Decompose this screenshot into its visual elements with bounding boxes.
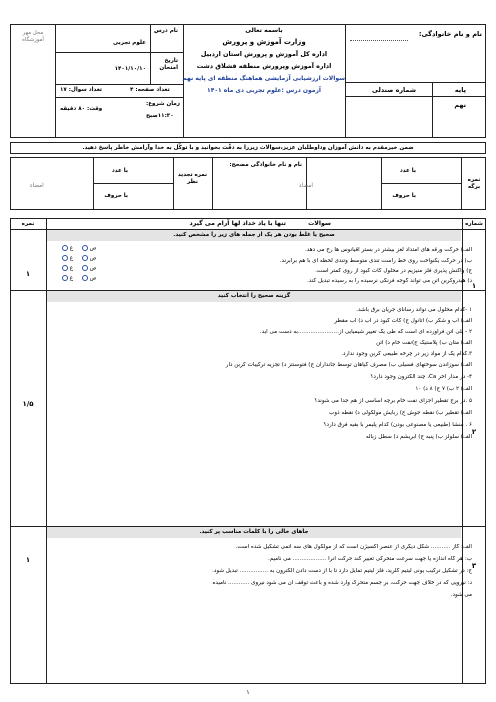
sheet-score-label: نمره برگه: [467, 177, 481, 190]
q1-item-d: د) هیدروکربن اتن می تواند گوجه فرنگی نرسیده را به رسیده تبدیل کند.: [307, 278, 472, 284]
q1-item-c: ج) واکنش پذیری فلز منیزیم در محلول کات کبود از روی کمتر است.: [315, 268, 472, 274]
q1c-true-radio[interactable]: [82, 265, 88, 271]
review-letter-label: با حروف: [104, 193, 128, 199]
q2-line-1: ۱ -کدام محلول می تواند رسانای جریان برق باشد.: [356, 307, 472, 313]
instructions-text: ضمن خیرمقدم به دانش آموزان وداوطلبان عزیز،سوالات زیررا به دقّت بخوانید و با توکّل به خدا وآرامش خاطر پاسخ دهید.: [82, 145, 414, 151]
header-line-4: اداره آموزش وپرورش منطقه قشلاق دشت: [196, 62, 332, 70]
q2-line-11: ۶ . منشا (طبیعی یا مصنوعی بودن) کدام پلیمر با بقیه فرق دارد؟: [323, 422, 472, 428]
q1a-true-radio[interactable]: [82, 245, 88, 251]
q3-number: ۳: [471, 562, 477, 570]
q2-line-2: الف) آب و شکر ب) اتانول ج) کات کبود در آب د) آب مقطر: [334, 318, 472, 324]
q2-line-3: ۲ - پلی اتن فراورده ای است که طی یک تغییر شیمیایی از.......................به دست می آید.: [259, 329, 472, 335]
exam-date-label: تاریخ امتحان: [159, 58, 178, 71]
q2-number: ۲: [471, 428, 477, 436]
q2-line-9: ۵ .در برج تقطیر اجزای نفت خام برچه اساسی از هم جدا می شوند؟: [314, 398, 472, 404]
grade-value: نهم: [454, 101, 466, 109]
col-score-header: نمره: [21, 221, 35, 227]
corrector-name-label: نام و نام خانوادگی مصحح:: [229, 162, 302, 168]
q1-item-a: الف) حرکت ورقه های امتداد لغز بیشتر در بستر اقیانوس ها رخ می دهد.: [304, 247, 472, 253]
q2-line-8: الف) ۲ ب) ۷ ج) ۸ د) ۱۰: [415, 386, 472, 392]
q1c-false-radio[interactable]: [62, 265, 68, 271]
exam-date-value: ۱۴۰۱/۱۰/۱۰: [114, 66, 146, 72]
school-stamp-label: محل مهر آموزشگاه: [22, 30, 44, 43]
header-line-3: اداره کل آموزش و پرورش استان اردبیل: [200, 50, 328, 58]
page-number: ۱: [246, 689, 250, 696]
course-label: نام درس: [153, 28, 178, 34]
course-value: علوم تجربی: [112, 40, 146, 46]
q3-score: ۱: [25, 556, 31, 564]
exam-title-line-1: سوالات ارزشیابی آزمایشی هماهنگ منطقه ای پایه نهم: [182, 75, 345, 82]
grade-label: پایه: [454, 86, 466, 94]
q3-line-4: د: نیرویی که در خلاف جهت حرکت، بر جسم متحرک وارد شده و باعث توقف آن می شود نیروی ............ نامیده: [212, 580, 472, 586]
q1-item-b: ب) در حرکت یکنواخت روی خط راست تندی متوسط وتندی لحظه ای با هم برابرند.: [279, 258, 472, 264]
q2-line-5: ۳.کدام یک از مواد زیر در چرخه طبیعی کربن وجود ندارد.: [341, 351, 472, 357]
motto: تنها با یاد خداد لها آرام می گیرد: [189, 220, 286, 227]
q3-line-2: ب: هر گاه اندازه یا جهت سرعت متحرکی تغییر کند حرکت آنرا ................... می نامیم.: [267, 556, 472, 562]
review-number-label: با عدد: [111, 168, 128, 174]
q1d-false-radio[interactable]: [62, 275, 68, 281]
seat-number-label: شماره صندلی: [372, 86, 416, 94]
score-number-label: با عدد: [399, 168, 416, 174]
q2-title: گزینه صحیح را انتخاب کنید: [217, 293, 291, 299]
header-line-2: وزارت آموزش و پرورش: [222, 38, 306, 46]
score-letter-label: با حروف: [392, 193, 416, 199]
q1a-false-radio[interactable]: [62, 245, 68, 251]
exam-title-line-2: آزمون درس :علوم تجربی دی ماه ۱۴۰۱: [207, 87, 321, 94]
q1-options: ص غ ص غ ص غ ص غ: [62, 245, 97, 285]
start-time-label: زمان شروع:: [146, 101, 181, 107]
review-signature-label: امضاء: [30, 183, 44, 189]
page-count: تعداد صفحه: ۴: [130, 87, 170, 93]
q1b-true-radio[interactable]: [82, 255, 88, 261]
student-name-label: نام و نام خانوادگی:: [418, 30, 482, 38]
header-line-1: باسمه تعالی: [245, 27, 283, 34]
q3-line-5: می شود.: [450, 592, 472, 598]
q2-line-4: الف) متان ب) پلاستیک ج)نفت خام د) اتن: [376, 340, 472, 346]
col-number-header: شماره: [465, 221, 483, 227]
q2-score: ۱/۵: [22, 400, 34, 408]
q3-line-3: ج: در تشکیل ترکیب یونی لیتیم کلرید، فلز لیتیم تمایل دارد تا با از دست دادن الکترون به ................ تبدیل شود.: [212, 568, 472, 574]
start-time-value: ۱۱:۳۰صبح: [146, 113, 174, 119]
review-score-label: نمره تجدید نظر: [177, 172, 208, 185]
q2-line-6: الف) سوزاندن سوختهای فسیلی ب) مصرف گیاهان توسط جانداران ج) فتوسنتز د) تجزیه ترکیبات کربن دار: [225, 362, 472, 368]
question-count: تعداد سوال: ۱۷: [60, 87, 103, 93]
q1-score: ۱: [25, 270, 31, 278]
q2-line-12: الف) سلولز ب) پنبه ج) ابریشم د) سطل زباله: [365, 434, 472, 440]
q1d-true-radio[interactable]: [82, 275, 88, 281]
questions-table: [10, 218, 486, 684]
q1-title: صحیح یا غلط بودن هر یک از جمله های زیر را مشخص کنید.: [173, 232, 335, 238]
duration: وقت: ۸۰ دقیقه: [60, 106, 103, 112]
student-name-field[interactable]: [350, 40, 408, 41]
q2-line-10: الف) تقطیر ب) نقطه جوش ج) ربایش مولکولی د) نقطه ذوب: [329, 410, 472, 416]
q1b-false-radio[interactable]: [62, 255, 68, 261]
q1-number: ۱: [471, 282, 477, 290]
signature-label: امضاء: [299, 183, 313, 189]
q2-line-7: ۴- در مدار آخر Ca، چند الکترون وجود دارد؟: [370, 374, 472, 380]
q3-title: جاهای خالی را با کلمات مناسب پر کنید.: [199, 529, 309, 535]
col-questions-header: سوالات: [308, 220, 331, 227]
q3-line-1: الف: گاز ........... شکل دیگری از عنصر اکسیژن است که از مولکول های سه اتمی تشکیل شده است.: [235, 544, 472, 550]
